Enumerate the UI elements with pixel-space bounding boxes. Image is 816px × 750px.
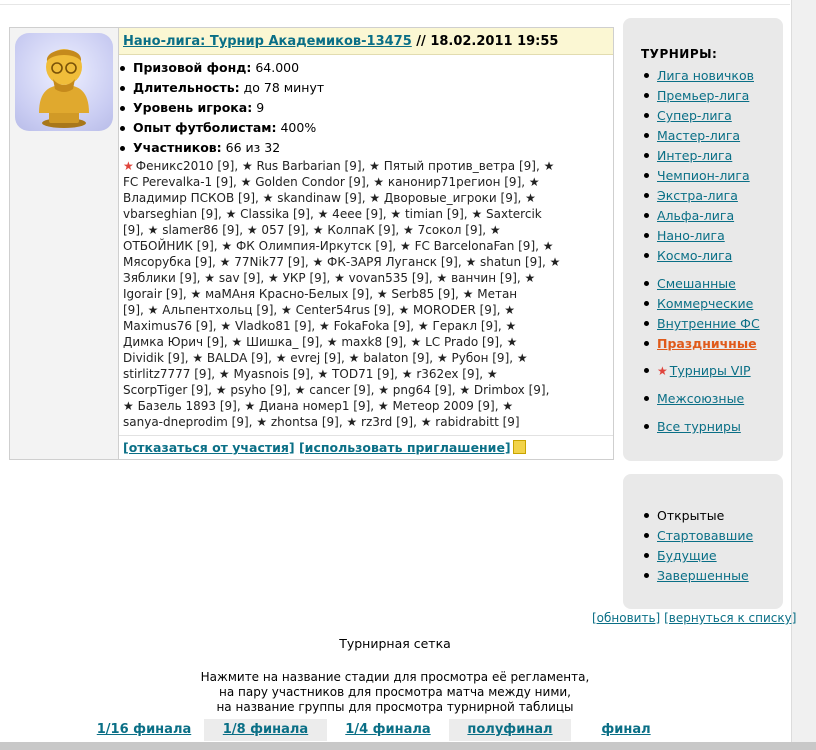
invitation-envelope-icon [513,440,526,454]
list-controls [592,611,796,625]
bracket-help-line: на название группы для просмотра турнирной таблицы [216,700,574,714]
vertical-scrollbar[interactable] [791,0,816,750]
participants-line[interactable]: ★ Базель 1893 [9], ★ Диана номер1 [9], ★ Метеор 2009 [9], ★ [123,399,514,413]
stage-link[interactable]: 1/4 финала [345,722,431,737]
top-border [0,0,790,5]
vip-star-icon: ★ [657,364,668,378]
stage-1-16[interactable] [84,719,204,741]
league-link[interactable]: Супер-лига [657,108,732,123]
bracket-help-line: Нажмите на название стадии для просмотра её регламента, [200,670,590,684]
stage-1-4[interactable] [327,719,449,741]
sidebar-item-league[interactable] [657,126,782,146]
sidebar-item-league[interactable] [657,166,782,186]
sidebar-item-league[interactable] [657,66,782,86]
sidebar-item-league[interactable] [657,246,782,266]
future-link[interactable]: Будущие [657,548,717,563]
sidebar-item-league[interactable] [657,206,782,226]
info-prize: Призовой фонд: 64.000 [133,58,613,78]
participants-line[interactable]: stirlitz7777 [9], ★ Myasnois [9], ★ TOD71 [9], ★ r362ex [9], ★ [123,367,498,381]
stage-link[interactable]: 1/8 финала [222,722,309,737]
stage-link[interactable]: 1/16 финала [96,722,192,737]
info-level: Уровень игрока: 9 [133,98,613,118]
sidebar-item-type[interactable] [657,294,782,314]
stage-1-8[interactable] [204,719,327,741]
sidebar-item-league[interactable] [657,106,782,126]
stage-link[interactable]: полуфинал [467,722,553,737]
league-link[interactable]: Чемпион-лига [657,168,750,183]
participants-line[interactable]: vbarseghian [9], ★ Classika [9], ★ 4eee [9], ★ timian [9], ★ Saxtercik [123,207,542,221]
decline-participation-link[interactable]: [отказаться от участия] [123,440,295,455]
participants-line[interactable]: Igorair [9], ★ маМАня Красно-Белых [9], ★ Serb85 [9], ★ Метан [123,287,518,301]
sidebar-item-league[interactable] [657,146,782,166]
participants-line[interactable]: ★ Феникс2010 [9], ★ Rus Barbarian [9], ★ Пятый против_ветра [9], ★ [123,159,555,173]
sidebar-item-holiday[interactable] [657,334,782,354]
league-link[interactable]: Интер-лига [657,148,733,163]
participants-line[interactable]: Владимир ПСКОВ [9], ★ skandinaw [9], ★ Дворовые_игроки [9], ★ [123,191,536,205]
tournament-title-bar [119,28,613,55]
vip-link[interactable]: Турниры VIP [669,363,751,378]
sidebar-item-vip[interactable] [657,361,782,381]
bracket-title: Турнирная сетка [339,636,451,651]
participants-list[interactable] [123,158,613,430]
sidebar-heading: ТУРНИРЫ: [641,47,718,61]
participants-line[interactable]: Мясорубка [9], ★ 77Nik77 [9], ★ ФК-ЗАРЯ Луганск [9], ★ shatun [9], ★ [123,255,561,269]
participants-line[interactable]: FC Perevalka-1 [9], ★ Golden Condor [9], ★ канонир71регион [9], ★ [123,175,540,189]
refresh-link[interactable]: [обновить] [592,611,661,625]
participants-line[interactable]: Димка Юрич [9], ★ Шишка_ [9], ★ maxk8 [9], ★ LC Prado [9], ★ [123,335,518,349]
participants-line[interactable]: Maximus76 [9], ★ Vladko81 [9], ★ FokaFoka [9], ★ Геракл [9], ★ [123,319,517,333]
participants-line[interactable]: [9], ★ Альпентхольц [9], ★ Center54rus [9], ★ MORODER [9], ★ [123,303,515,317]
bracket-stages [84,719,696,741]
tournament-card [9,27,614,460]
tournament-datetime: // 18.02.2011 19:55 [411,34,559,49]
league-link[interactable]: Альфа-лига [657,208,735,223]
bracket-help-line: на пару участников для просмотра матча между ними, [219,685,571,699]
back-to-list-link[interactable]: [вернуться к списку] [664,611,797,625]
type-link[interactable]: Смешанные [657,276,736,291]
sidebar-item-league[interactable] [657,226,782,246]
inter-union-link[interactable]: Межсоюзные [657,391,745,406]
league-link[interactable]: Экстра-лига [657,188,738,203]
filter-future[interactable] [657,546,782,566]
all-tournaments-link[interactable]: Все турниры [657,419,741,434]
league-link[interactable]: Лига новичков [657,68,754,83]
tournament-info [119,58,613,158]
stage-final[interactable] [571,719,681,741]
sidebar-item-league[interactable] [657,86,782,106]
filter-finished[interactable] [657,566,782,586]
sidebar-item-type[interactable] [657,274,782,294]
tournament-avatar-cell [10,28,119,459]
holiday-link[interactable]: Праздничные [657,336,757,351]
info-experience: Опыт футболистам: 400% [133,118,613,138]
league-link[interactable]: Космо-лига [657,248,733,263]
status-filter-box [623,474,783,609]
sidebar-item-type[interactable] [657,314,782,334]
use-invitation-link[interactable]: [использовать приглашение] [298,440,511,455]
stage-semifinal[interactable] [449,719,571,741]
league-link[interactable]: Мастер-лига [657,128,741,143]
type-link[interactable]: Внутренние ФС [657,316,760,331]
started-link[interactable]: Стартовавшие [657,528,754,543]
bracket-help [0,670,790,715]
sidebar-item-all[interactable] [657,417,782,437]
league-link[interactable]: Нано-лига [657,228,725,243]
participants-line[interactable]: Зяблики [9], ★ sav [9], ★ УКР [9], ★ vovan535 [9], ★ ванчин [9], ★ [123,271,536,285]
league-link[interactable]: Премьер-лига [657,88,750,103]
filter-open: Открытые [657,506,782,526]
sidebar-item-inter[interactable] [657,389,782,409]
stage-link[interactable]: финал [601,722,651,737]
filter-started[interactable] [657,526,782,546]
participants-line[interactable]: sanya-dneprodim [9], ★ zhontsa [9], ★ rz3rd [9], ★ rabidrabitt [9] [123,415,520,429]
participants-line[interactable]: ScorpTiger [9], ★ psyho [9], ★ cancer [9], ★ png64 [9], ★ Drimbox [9], [123,383,550,397]
info-duration: Длительность: до 78 минут [133,78,613,98]
academic-trophy-icon [15,33,113,131]
finished-link[interactable]: Завершенные [657,568,749,583]
tournament-title-link[interactable]: Нано-лига: Турнир Академиков-13475 [123,34,412,49]
participants-line[interactable]: ОТБОЙНИК [9], ★ ФК Олимпия-Иркутск [9], ★ FC BarcelonaFan [9], ★ [123,239,554,253]
horizontal-scrollbar[interactable] [0,742,816,750]
tournaments-sidebar [623,18,783,461]
sidebar-item-league[interactable] [657,186,782,206]
participants-line[interactable]: [9], ★ slamer86 [9], ★ 057 [9], ★ КолпаК [9], ★ 7сокол [9], ★ [123,223,501,237]
participants-line[interactable]: Dividik [9], ★ BALDA [9], ★ evrej [9], ★ balaton [9], ★ Рубон [9], ★ [123,351,528,365]
tournament-actions [119,435,613,460]
type-link[interactable]: Коммерческие [657,296,754,311]
info-participants: Участников: 66 из 32 [133,138,613,158]
